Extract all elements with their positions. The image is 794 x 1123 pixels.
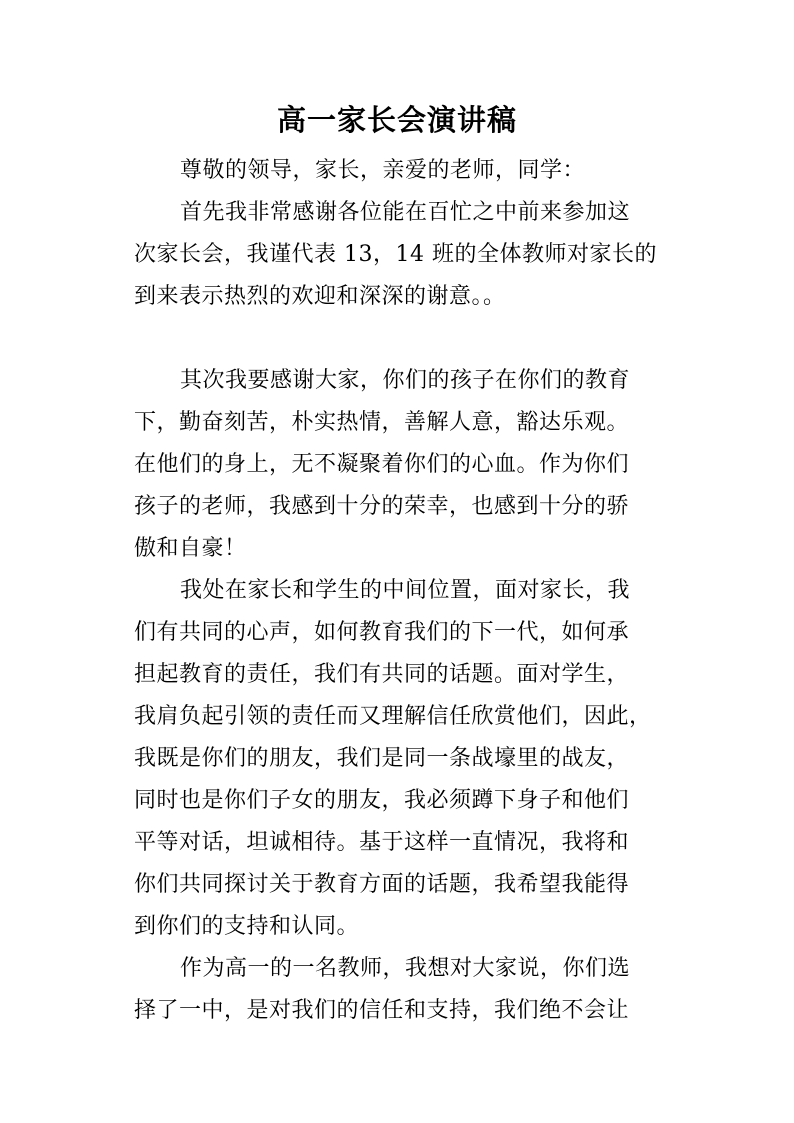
paragraph-line: 到来表示热烈的欢迎和深深的谢意。。	[134, 284, 506, 309]
document-title: 高一家长会演讲稿	[276, 103, 517, 137]
paragraph-spacer	[134, 318, 674, 360]
paragraph-1	[134, 192, 674, 318]
paragraph-line: 下，勤奋刻苦，朴实热情，善解人意，豁达乐观。	[134, 410, 630, 435]
paragraph-line: 到你们的支持和认同。	[134, 914, 360, 939]
paragraph-line: 你们共同探讨关于教育方面的话题，我希望我能得	[134, 872, 630, 897]
paragraph-line: 择了一中，是对我们的信任和支持，我们绝不会让	[134, 998, 630, 1023]
paragraph-3	[134, 570, 674, 948]
paragraph-line: 在他们的身上，无不凝聚着你们的心血。作为你们	[134, 452, 630, 477]
paragraph-line: 孩子的老师，我感到十分的荣幸，也感到十分的骄	[134, 494, 630, 519]
paragraph-line: 平等对话，坦诚相待。基于这样一直情况，我将和	[134, 830, 630, 855]
paragraph-line: 我处在家长和学生的中间位置，面对家长，我	[180, 578, 631, 603]
paragraph-line: 其次我要感谢大家，你们的孩子在你们的教育	[180, 368, 631, 393]
paragraph-line: 担起教育的责任，我们有共同的话题。面对学生，	[134, 662, 630, 687]
document-body	[134, 150, 674, 1032]
paragraph-2	[134, 360, 674, 570]
greeting-line: 尊敬的领导，家长，亲爱的老师，同学：	[180, 158, 586, 183]
paragraph-line: 我肩负起引领的责任而又理解信任欣赏他们，因此，	[134, 704, 652, 729]
paragraph-line: 们有共同的心声，如何教育我们的下一代，如何承	[134, 620, 630, 645]
paragraph-line: 我既是你们的朋友，我们是同一条战壕里的战友，	[134, 746, 630, 771]
paragraph-4	[134, 948, 674, 1032]
paragraph-line: 首先我非常感谢各位能在百忙之中前来参加这	[180, 200, 631, 225]
paragraph-line: 次家长会，我谨代表 13，14 班的全体教师对家长的	[134, 242, 657, 267]
paragraph-line: 傲和自豪！	[134, 536, 247, 561]
paragraph-line: 同时也是你们子女的朋友，我必须蹲下身子和他们	[134, 788, 630, 813]
paragraph-line: 作为高一的一名教师，我想对大家说，你们选	[180, 956, 631, 981]
